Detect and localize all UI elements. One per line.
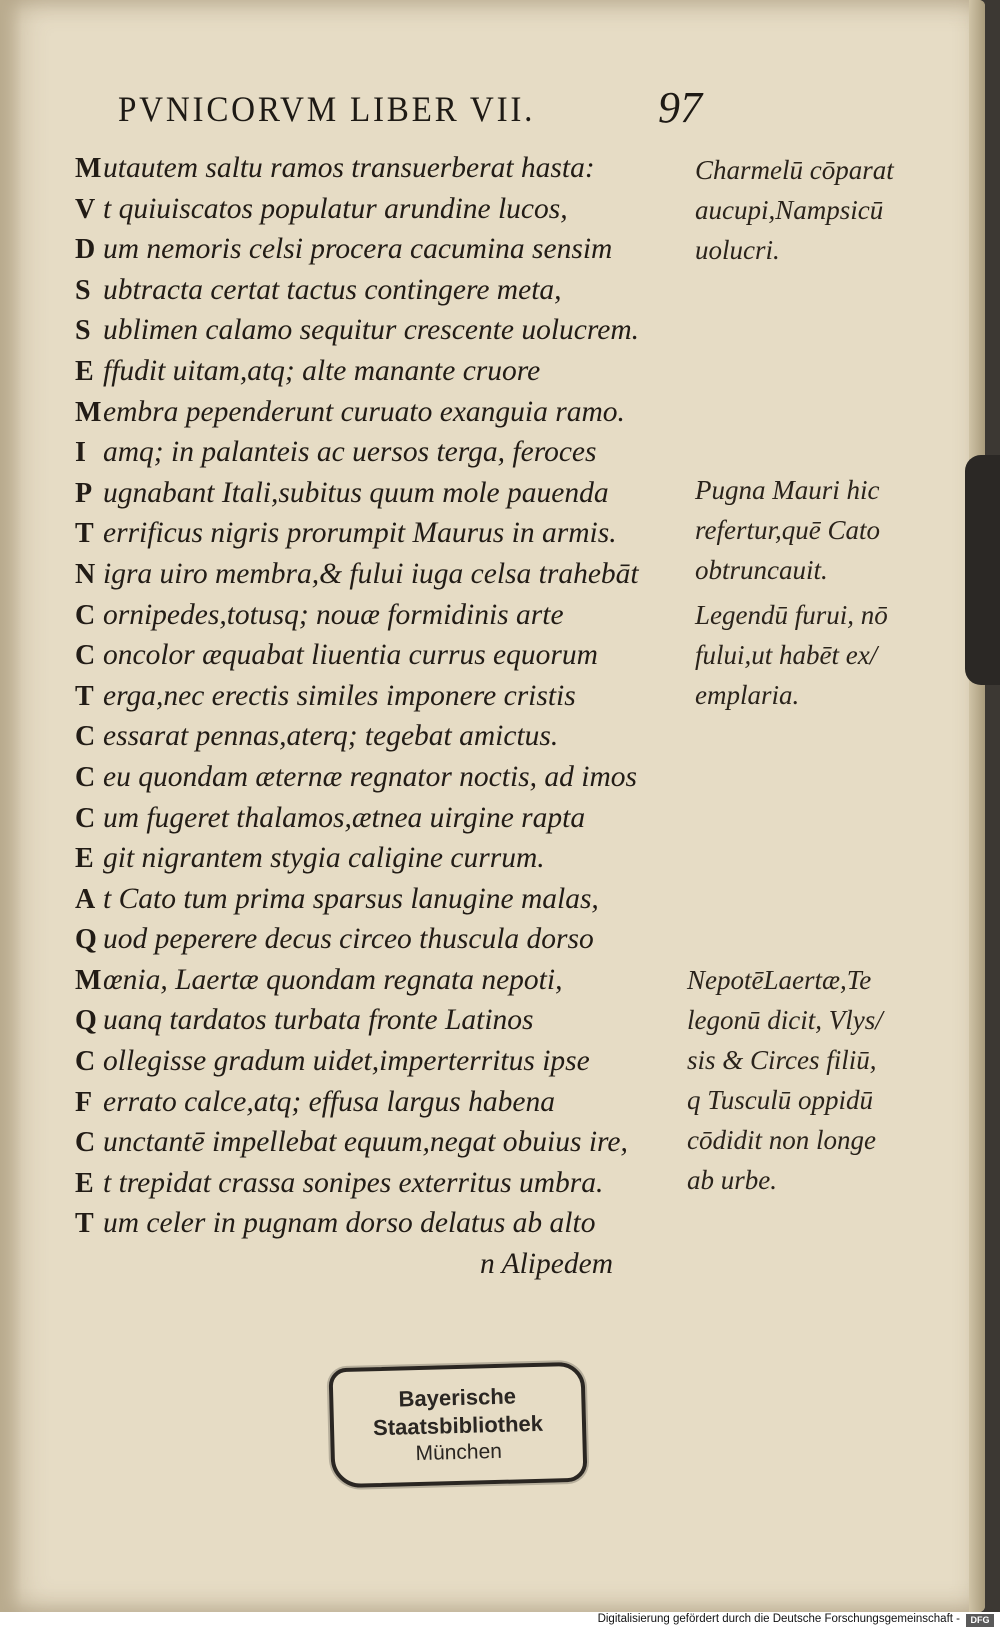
stamp-line: Staatsbibliothek	[372, 1410, 544, 1441]
library-stamp	[328, 1362, 587, 1489]
line-text: ugnabant Itali,subitus quum mole pauenda	[103, 476, 609, 509]
verse-line	[75, 1082, 675, 1123]
line-text: um fugeret thalamos,ætnea uirgine rapta	[103, 801, 586, 834]
footer-bar	[0, 1612, 1000, 1630]
line-text: t Cato tum prima sparsus lanugine malas,	[103, 882, 599, 915]
note-line: obtruncauit.	[695, 555, 828, 585]
line-initial: F	[75, 1086, 93, 1118]
verse-line	[75, 432, 675, 473]
line-text: um nemoris celsi procera cacumina sensim	[103, 233, 613, 266]
note-line: cōdidit non longe	[687, 1125, 876, 1155]
line-initial: I	[75, 437, 86, 469]
line-initial: E	[75, 1167, 94, 1199]
line-text: uod peperere decus circeo thuscula dorso	[103, 923, 594, 956]
verse-line	[75, 270, 675, 311]
note-line: sis & Circes filiū,	[687, 1045, 877, 1075]
marginal-note	[687, 960, 987, 1200]
line-initial: T	[75, 1208, 94, 1240]
verse-line	[75, 960, 675, 1001]
note-line: ab urbe.	[687, 1165, 777, 1195]
line-initial: Q	[75, 924, 97, 956]
line-text: errato calce,atq; effusa largus habena	[103, 1085, 555, 1118]
note-line: emplaria.	[695, 680, 800, 710]
marginal-note	[695, 595, 995, 715]
verse-line	[75, 919, 675, 960]
line-initial: M	[75, 964, 102, 996]
line-text: ubtracta certat tactus contingere meta,	[103, 273, 562, 306]
line-text: utautem saltu ramos transuerberat hasta:	[103, 152, 595, 184]
line-text: œnia, Laertæ quondam regnata nepoti,	[103, 963, 563, 996]
line-initial: T	[75, 518, 94, 550]
stamp-line: Bayerische	[398, 1383, 517, 1412]
note-line: q Tusculū oppidū	[687, 1085, 874, 1115]
line-text: igra uiro membra,& fului iuga celsa trahebāt	[103, 557, 639, 590]
note-line: Legendū furui, nō	[695, 600, 888, 630]
verse-line	[75, 310, 675, 351]
line-text: erga,nec erectis similes imponere cristis	[103, 679, 576, 712]
line-text: uanq tardatos turbata fronte Latinos	[103, 1004, 534, 1037]
verse-line	[75, 229, 675, 270]
line-text: ffudit uitam,atq; alte manante cruore	[103, 354, 541, 387]
line-text: ublimen calamo sequitur crescente uolucrem.	[103, 314, 640, 347]
note-line: Pugna Mauri hic	[695, 475, 880, 505]
verse-line	[75, 148, 675, 189]
line-initial: P	[75, 477, 93, 509]
dfg-logo-icon: DFG	[966, 1614, 994, 1627]
line-initial: N	[75, 558, 96, 590]
verse-line	[75, 676, 675, 717]
line-text: amq; in palanteis ac uersos terga, feroces	[103, 436, 597, 469]
verse-line	[75, 757, 675, 798]
line-text: eu quondam æternæ regnator noctis, ad imos	[103, 760, 637, 793]
line-text: embra pependerunt curuato exanguia ramo.	[103, 395, 625, 428]
verse-line	[75, 798, 675, 839]
line-text: git nigrantem stygia caligine currum.	[103, 842, 545, 875]
line-text: unctantē impellebat equum,negat obuius ire,	[103, 1126, 628, 1159]
verse-line	[75, 595, 675, 636]
note-line: uolucri.	[695, 235, 780, 265]
note-line: aucupi,Nampsicū	[695, 195, 884, 225]
verse-line	[75, 716, 675, 757]
verse-line	[75, 189, 675, 230]
line-initial: E	[75, 355, 94, 387]
verse-line	[75, 351, 675, 392]
verse-line	[75, 1163, 675, 1204]
line-initial: C	[75, 761, 96, 793]
book-clip	[965, 455, 1000, 685]
line-initial: C	[75, 721, 96, 753]
line-text: oncolor æquabat liuentia currus equorum	[103, 639, 598, 672]
line-text: t trepidat crassa sonipes exterritus umbra.	[103, 1166, 604, 1199]
verse-line	[75, 879, 675, 920]
line-initial: C	[75, 802, 96, 834]
verse-line	[75, 838, 675, 879]
verse-line	[75, 1041, 675, 1082]
note-line: legonū dicit, Vlys/	[687, 1005, 883, 1035]
line-text: um celer in pugnam dorso delatus ab alto	[103, 1207, 596, 1240]
note-line: Charmelū cōparat	[695, 155, 894, 185]
line-initial: S	[75, 315, 91, 347]
line-initial: S	[75, 274, 91, 306]
marginal-note	[695, 150, 995, 270]
line-initial: C	[75, 1046, 96, 1078]
line-text: ollegisse gradum uidet,imperterritus ipse	[103, 1045, 590, 1078]
note-line: NepotēLaertæ,Te	[687, 965, 872, 995]
note-line: fului,ut habēt ex/	[695, 640, 878, 670]
running-head: PVNICORVM LIBER VII.	[118, 89, 536, 129]
stamp-line: München	[415, 1439, 503, 1466]
line-text: essarat pennas,aterq; tegebat amictus.	[103, 720, 559, 753]
catchword: n Alipedem	[480, 1248, 613, 1281]
line-initial: V	[75, 193, 96, 225]
line-text: errificus nigris prorumpit Maurus in armis.	[103, 517, 617, 550]
verse-line	[75, 1122, 675, 1163]
line-initial: T	[75, 680, 94, 712]
verse-line	[75, 392, 675, 433]
line-initial: E	[75, 843, 94, 875]
line-text: t quiuiscatos populatur arundine lucos,	[103, 192, 568, 225]
verse-line	[75, 635, 675, 676]
verse-line	[75, 513, 675, 554]
verse-line	[75, 554, 675, 595]
verse-line	[75, 1203, 675, 1244]
line-initial: M	[75, 396, 102, 428]
verse-block	[75, 148, 675, 1285]
page-header	[118, 83, 718, 138]
footer-credit: Digitalisierung gefördert durch die Deutsche Forschungsgemeinschaft -	[597, 1613, 960, 1625]
verse-line	[75, 1000, 675, 1041]
line-initial: C	[75, 1127, 96, 1159]
note-line: refertur,quē Cato	[695, 515, 880, 545]
page-number: 97	[658, 83, 702, 132]
verse-line	[75, 473, 675, 514]
line-text: ornipedes,totusq; nouæ formidinis arte	[103, 598, 564, 631]
line-initial: M	[75, 153, 102, 184]
line-initial: A	[75, 883, 96, 915]
line-initial: Q	[75, 1005, 97, 1037]
line-initial: C	[75, 599, 96, 631]
line-initial: C	[75, 640, 96, 672]
marginal-note	[695, 470, 995, 590]
line-initial: D	[75, 234, 96, 266]
